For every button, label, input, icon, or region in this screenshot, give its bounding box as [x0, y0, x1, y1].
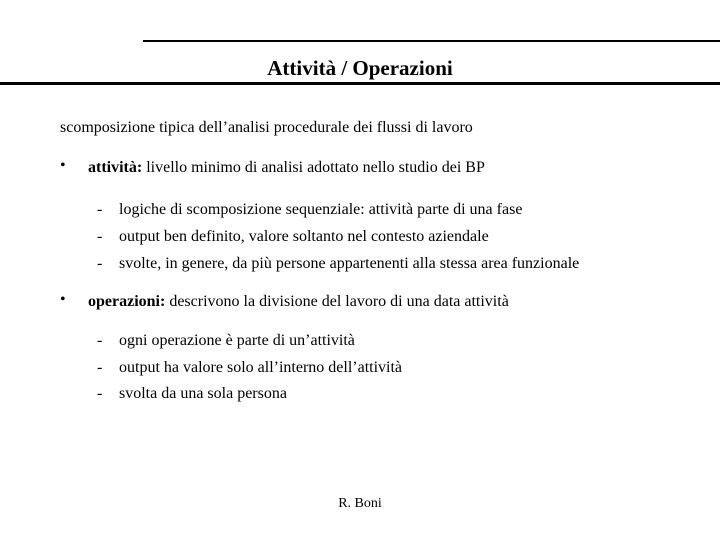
sub-item-text: svolte, in genere, da più persone appartenenti alla stessa area funzionale [119, 255, 580, 272]
bullet-term: attività: [88, 159, 143, 176]
bullet-description: livello minimo di analisi adottato nello studio dei BP [142, 159, 485, 176]
sub-item [97, 227, 489, 247]
sub-item-text: logiche di scomposizione sequenziale: attività parte di una fase [119, 201, 523, 218]
bullet-text [88, 158, 485, 178]
dash-icon: - [97, 385, 103, 402]
sub-item-text: ogni operazione è parte di un’attività [119, 332, 355, 349]
dash-icon: - [97, 332, 103, 349]
sub-item-text: output ben definito, valore soltanto nel contesto aziendale [119, 228, 489, 245]
sub-item [97, 254, 579, 274]
title-bottom-rule [0, 82, 720, 85]
dash-icon: - [97, 255, 103, 272]
sub-item-text: output ha valore solo all’interno dell’attività [119, 359, 403, 376]
dash-icon: - [97, 359, 103, 376]
footer-author: R. Boni [338, 496, 382, 511]
bullet-text [88, 292, 509, 312]
bullet-description: descrivono la divisione del lavoro di una data attività [165, 293, 509, 310]
sub-item-text: svolta da una sola persona [119, 385, 287, 402]
dash-icon: - [97, 201, 103, 218]
sub-item [97, 200, 522, 220]
sub-item [97, 384, 287, 404]
slide-title: Attività / Operazioni [267, 56, 453, 80]
sub-item [97, 358, 402, 378]
bullet-icon: • [60, 291, 66, 308]
bullet-icon: • [60, 157, 66, 174]
title-top-rule [143, 40, 720, 42]
bullet-term: operazioni: [88, 293, 166, 310]
intro-text: scomposizione tipica dell’analisi procedurale dei flussi di lavoro [60, 119, 473, 136]
sub-item [97, 331, 355, 351]
dash-icon: - [97, 228, 103, 245]
